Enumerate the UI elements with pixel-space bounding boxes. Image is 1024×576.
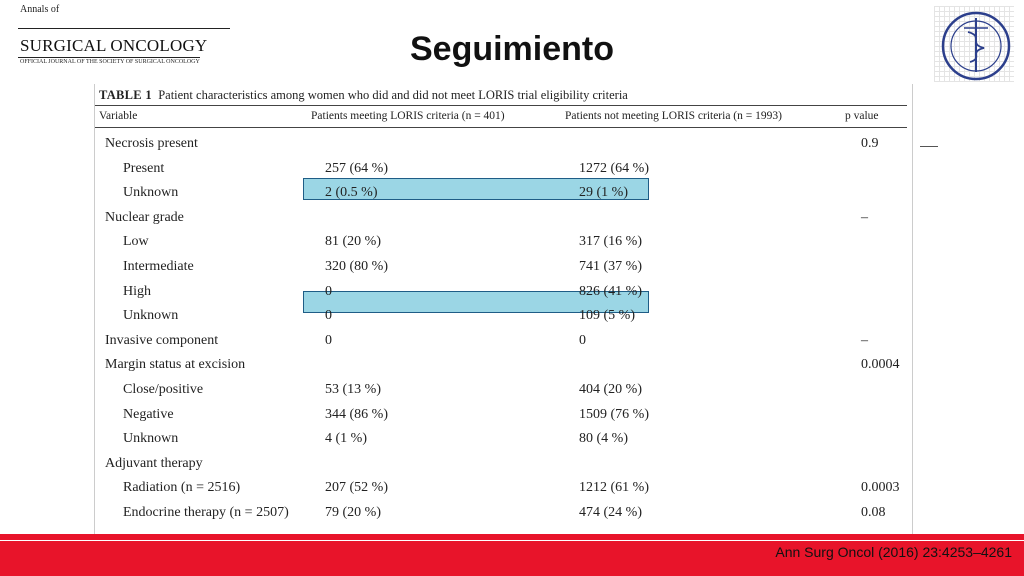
row-label: Unknown: [123, 308, 179, 324]
table-caption-label: TABLE 1: [99, 88, 152, 102]
cell-meeting-criteria: 257 (64 %): [325, 160, 388, 176]
footer-line: [0, 540, 1024, 541]
table-caption-text: Patient characteristics among women who did and did not meet LORIS trial eligibility criteria: [158, 88, 628, 102]
journal-name: SURGICAL ONCOLOGY: [20, 36, 208, 55]
cell-not-meeting-criteria: 741 (37 %): [579, 259, 642, 274]
cell-not-meeting-criteria: 1509 (76 %): [579, 406, 649, 422]
patient-characteristics-table: [94, 84, 913, 536]
side-dash: [920, 146, 938, 147]
citation: Ann Surg Oncol (2016) 23:4253–4261: [775, 544, 1012, 560]
table-caption: [99, 88, 628, 103]
row-label: High: [123, 283, 151, 299]
cell-not-meeting-criteria: 1212 (61 %): [579, 480, 649, 496]
cell-meeting-criteria: 53 (13 %): [325, 382, 381, 397]
journal-subtitle: OFFICIAL JOURNAL OF THE SOCIETY OF SURGICAL ONCOLOGY: [20, 59, 200, 65]
cell-not-meeting-criteria: 80 (4 %): [579, 431, 628, 447]
row-label: Low: [123, 234, 149, 250]
header-variable: Variable: [99, 110, 138, 122]
table-top-rule: [95, 105, 907, 106]
cell-meeting-criteria: 0: [325, 308, 332, 324]
row-label: Unknown: [123, 431, 179, 447]
journal-annals-text: Annals of: [20, 4, 60, 15]
cell-meeting-criteria: 0: [325, 332, 332, 348]
cell-not-meeting-criteria: 317 (16 %): [579, 234, 642, 250]
cell-meeting-criteria: 4 (1 %): [325, 431, 367, 447]
row-label: Close/positive: [123, 382, 204, 397]
cell-meeting-criteria: 207 (52 %): [325, 480, 388, 496]
row-label: Necrosis present: [105, 136, 198, 151]
header-meeting-criteria: Patients meeting LORIS criteria (n = 401): [311, 110, 505, 122]
cell-p-value: –: [861, 332, 868, 348]
cell-p-value: 0.08: [861, 505, 886, 520]
cell-p-value: –: [861, 209, 868, 225]
row-label: Radiation (n = 2516): [123, 480, 241, 496]
cell-p-value: 0.0004: [861, 357, 900, 373]
cell-meeting-criteria: 320 (80 %): [325, 259, 388, 274]
cell-not-meeting-criteria: 1272 (64 %): [579, 160, 649, 176]
table-header-rule: [95, 127, 907, 128]
footer-bar: [0, 534, 1024, 576]
slide-title: Seguimiento: [409, 30, 615, 68]
cell-not-meeting-criteria: 29 (1 %): [579, 185, 628, 201]
row-label: Unknown: [123, 185, 179, 201]
cell-not-meeting-criteria: 109 (5 %): [579, 308, 635, 324]
cell-meeting-criteria: 81 (20 %): [325, 234, 381, 250]
cell-not-meeting-criteria: 474 (24 %): [579, 505, 642, 520]
row-label: Margin status at excision: [105, 357, 246, 373]
seal-emblem-icon: [934, 6, 1014, 82]
row-label: Adjuvant therapy: [105, 455, 203, 471]
row-label: Intermediate: [123, 259, 194, 274]
cell-meeting-criteria: 2 (0.5 %): [325, 185, 378, 201]
header-not-meeting-criteria: Patients not meeting LORIS criteria (n = 1993): [565, 110, 782, 122]
cell-p-value: 0.0003: [861, 480, 900, 496]
cell-p-value: 0.9: [861, 136, 879, 151]
row-label: Invasive component: [105, 332, 219, 348]
cell-not-meeting-criteria: 404 (20 %): [579, 382, 642, 397]
row-label: Present: [123, 160, 165, 176]
cell-meeting-criteria: 344 (86 %): [325, 406, 388, 422]
header-p-value: p value: [845, 110, 879, 122]
row-label: Nuclear grade: [105, 209, 184, 225]
cell-meeting-criteria: 0: [325, 283, 332, 299]
cell-not-meeting-criteria: 0: [579, 332, 586, 348]
cell-not-meeting-criteria: 826 (41 %): [579, 283, 642, 299]
cell-meeting-criteria: 79 (20 %): [325, 505, 381, 520]
institute-seal-logo: [934, 6, 1014, 82]
logo-rule: [18, 28, 230, 29]
row-label: Endocrine therapy (n = 2507): [123, 505, 289, 520]
row-label: Negative: [123, 406, 174, 422]
